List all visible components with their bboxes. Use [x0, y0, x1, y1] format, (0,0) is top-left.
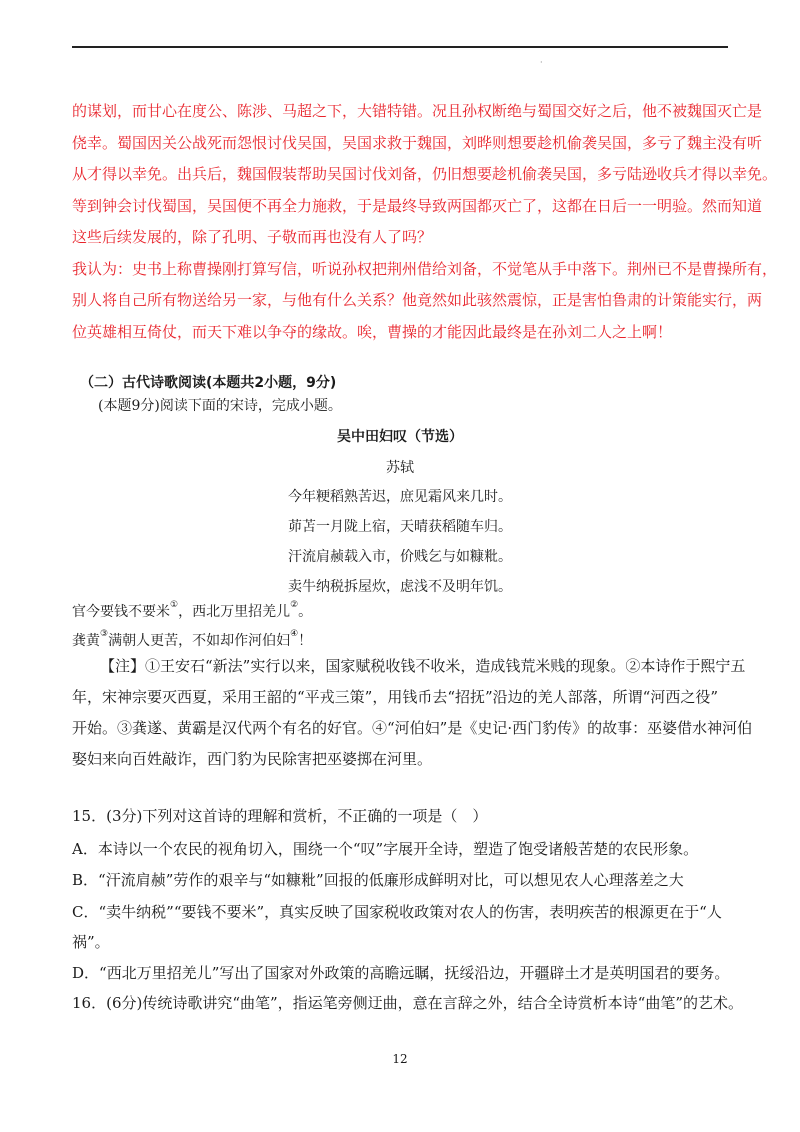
option-a: A．本诗以一个农民的视角切入，围绕一个“叹”字展开全诗，塑造了饱受诸般苦楚的农民形象。 — [72, 840, 699, 858]
poem-line: 卖牛纳税拆屋炊，虑浅不及明年饥。 — [288, 579, 512, 595]
poem-line-6 — [72, 630, 732, 650]
option-c-continued: 祸”。 — [72, 933, 110, 951]
note-line: 开始。③龚遂、黄霸是汉代两个有名的好官。④“河伯妇”是《史记·西门豹传》的故事：巫婆借水神河伯 — [72, 719, 753, 737]
note-line: 娶妇来向百姓敲诈，西门豹为民除害把巫婆掷在河里。 — [72, 750, 433, 768]
poem-title: 吴中田妇叹（节选） — [337, 429, 463, 445]
section-title: （二）古代诗歌阅读(本题共2小题，9分) — [80, 375, 337, 391]
note-line: 年，宋神宗要灭西夏，采用王韶的“平戎三策”，用钱币去“招抚”沿边的羌人部落，所谓“河西之役” — [72, 688, 719, 706]
poem-line: 茆苫一月陇上宿，天晴获稻随车归。 — [288, 519, 512, 535]
footnote-marker: ③ — [100, 629, 109, 639]
poem-author: 苏轼 — [386, 460, 414, 476]
poem-text: 龚黄 — [72, 633, 100, 649]
poem-text: ，西北万里招羌儿 — [178, 604, 291, 620]
option-d: D．“西北万里招羌儿”写出了国家对外政策的高瞻远瞩，抚绥沿边，开疆辟土才是英明国君的要务。 — [72, 964, 730, 982]
commentary-line: 我认为：史书上称曹操刚打算写信，听说孙权把荆州借给刘备，不觉笔从手中落下。荆州已不是曹操所有， — [72, 259, 778, 278]
poem-line-5 — [72, 601, 732, 621]
commentary-line: 的谋划，而甘心在度公、陈涉、马超之下，大错特错。况且孙权断绝与蜀国交好之后，他不被魏国灭亡是 — [72, 102, 763, 120]
option-b: B．“汗流肩赪”劳作的艰辛与“如糠粃”回报的低廉形成鲜明对比，可以想见农人心理落差之大 — [72, 871, 684, 889]
option-c: C．“卖牛纳税”“要钱不要米”，真实反映了国家税收政策对农人的伤害，表明疾苦的根源更在于“人 — [72, 903, 722, 921]
note-line: 【注】①王安石“新法”实行以来，国家赋税收钱不收米，造成钱荒米贱的现象。②本诗作于熙宁五 — [100, 657, 746, 675]
poem-text: ！ — [298, 633, 313, 649]
page-number: 12 — [392, 1052, 408, 1066]
section-instruction: (本题9分)阅读下面的宋诗，完成小题。 — [98, 398, 342, 414]
commentary-line: 从才得以幸免。出兵后，魏国假装帮助吴国讨伐刘备，仍旧想要趁机偷袭吴国，多亏陆逊收兵才得以幸免。 — [72, 165, 778, 183]
commentary-block — [72, 96, 778, 348]
question-16: 16．(6分)传统诗歌讲究“曲笔”，指运笔旁侧迂曲，意在言辞之外，结合全诗赏析本诗“曲笔”的艺术。 — [72, 994, 744, 1012]
commentary-line: 位英雄相互倚仗，而天下难以争夺的缘故。唉，曹操的才能因此最终是在孙刘二人之上啊！ — [72, 322, 673, 341]
footnote-marker: ① — [170, 600, 179, 610]
poem-text: 满朝人更苦，不如却作河伯妇 — [108, 633, 291, 649]
commentary-line: 别人将自己所有物送给另一家，与他有什么关系？他竟然如此骇然震惊，正是害怕鲁肃的计策能实行，两 — [72, 291, 763, 309]
commentary-line: 侥幸。蜀国因关公战死而怨恨讨伐吴国，吴国求救于魏国，刘晔则想要趁机偷袭吴国，多亏了魏主没有听 — [72, 133, 763, 152]
poem-notes — [72, 651, 753, 775]
poem-line: 汗流肩赪载入市，价贱乞与如糠粃。 — [288, 549, 512, 565]
footnote-marker: ② — [290, 600, 299, 610]
poem-text: 官今要钱不要米 — [72, 604, 170, 620]
poem-line: 今年粳稻熟苦迟，庶见霜风来几时。 — [288, 489, 512, 505]
commentary-line: 这些后续发展的，除了孔明、子敬而再也没有人了吗？ — [72, 228, 433, 246]
poem-text: 。 — [298, 604, 313, 620]
header-dot: · — [540, 58, 543, 67]
header-rule — [72, 46, 728, 48]
footnote-marker: ④ — [290, 629, 299, 639]
commentary-line: 等到钟会讨伐蜀国，吴国便不再全力施救，于是最终导致两国都灭亡了，这都在日后一一明验。然而知道 — [72, 196, 763, 215]
question-15: 15．(3分)下列对这首诗的理解和赏析，不正确的一项是（ ） — [72, 807, 488, 825]
